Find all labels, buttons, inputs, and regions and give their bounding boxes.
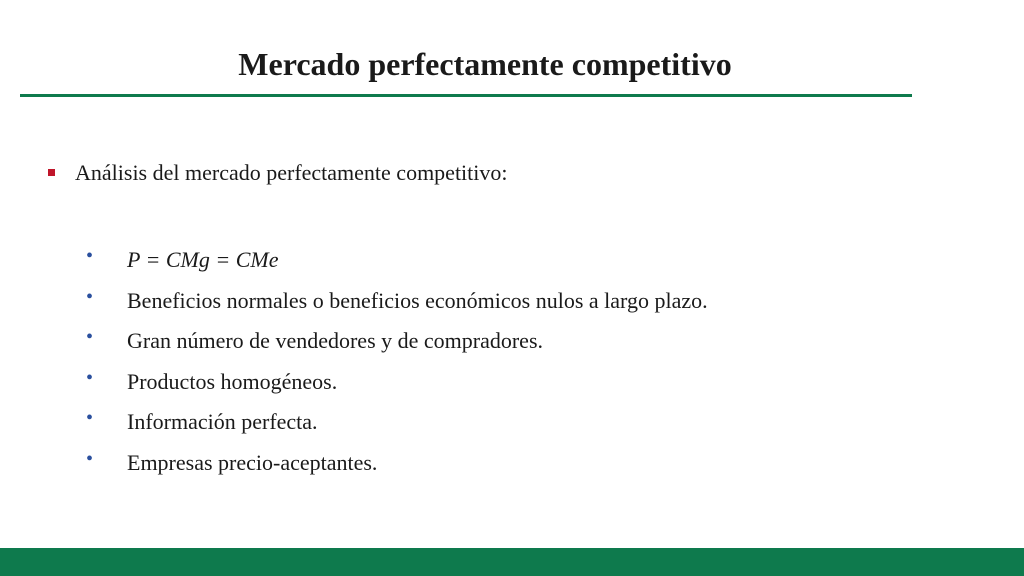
list-item-text: Beneficios normales o beneficios económicos nulos a largo plazo. <box>127 287 708 313</box>
bullet-dot-icon: • <box>86 407 94 430</box>
bullet-dot-icon: • <box>86 285 94 308</box>
bullet-dot-icon: • <box>86 326 94 349</box>
bullet-dot-icon: • <box>86 245 94 268</box>
bullet-dot-icon: • <box>86 366 94 389</box>
list-item <box>86 240 708 281</box>
list-item-text: Gran número de vendedores y de compradores. <box>127 328 544 354</box>
title-divider <box>20 94 912 97</box>
list-item <box>86 281 708 322</box>
list-item <box>86 402 708 443</box>
list-item <box>86 443 708 484</box>
sub-bullet-list <box>86 240 708 483</box>
slide-title: Mercado perfectamente competitivo <box>238 46 732 82</box>
main-bullet-text: Análisis del mercado perfectamente competitivo: <box>75 160 508 185</box>
list-item-text: Información perfecta. <box>127 409 318 435</box>
bullet-dot-icon: • <box>86 447 94 470</box>
formula-text: P = CMg = CMe <box>127 247 279 273</box>
list-item <box>86 321 708 362</box>
list-item-text: Productos homogéneos. <box>127 368 338 394</box>
main-bullet <box>48 158 508 188</box>
footer-bar <box>0 548 1024 576</box>
list-item <box>86 362 708 403</box>
list-item-text: Empresas precio-aceptantes. <box>127 449 378 475</box>
square-bullet-icon <box>48 169 55 176</box>
